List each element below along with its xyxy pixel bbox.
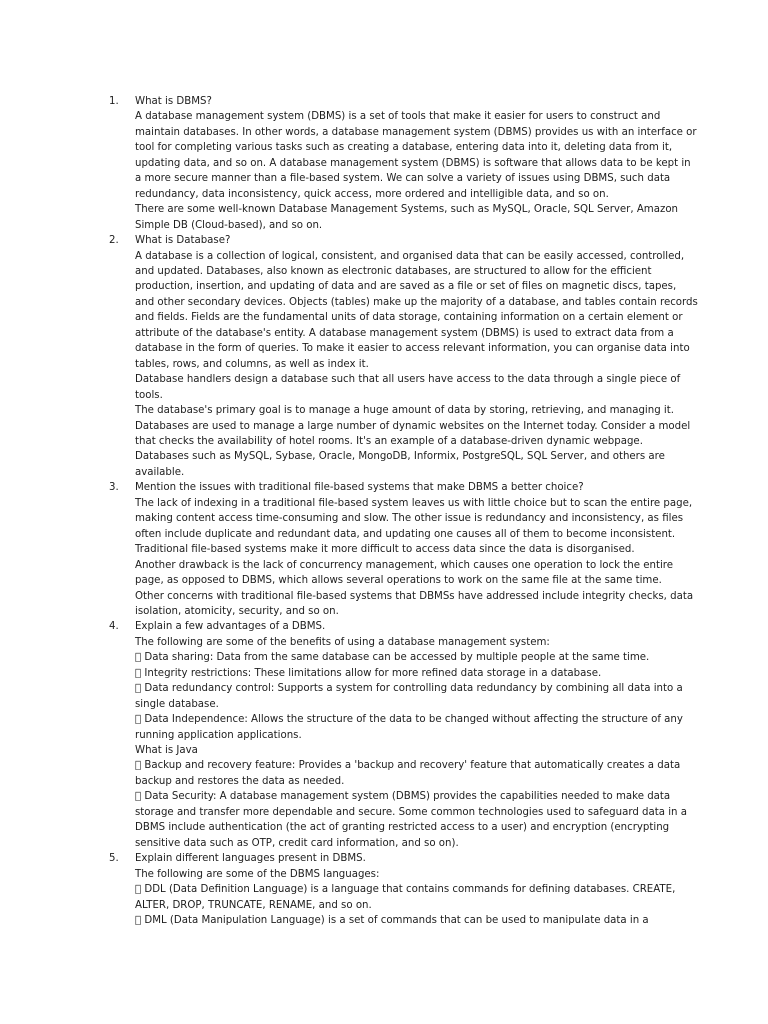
- text-line: Data sharing: Data from the same database can be accessed by multiple people at the same time.: [135, 652, 640, 664]
- text-line: available.: [135, 466, 185, 478]
- text-line: There are some well-known Database Management Systems, such as MySQL, Oracle, SQL Server, Amazon: [135, 204, 679, 216]
- text-line: The database's primary goal is to manage a huge amount of data by storing, retrieving, and managing it.: [135, 405, 674, 417]
- text-line: updating data, and so on. A database management system (DBMS) is software that allows data to be kept in: [135, 157, 691, 169]
- question-heading: What is Database?: [135, 235, 231, 247]
- text-line: Data redundancy control: Supports a system for controlling data redundancy by combining all data into a: [135, 683, 674, 695]
- list-item: [109, 851, 689, 928]
- text-line: that checks the availability of hotel rooms. It's an example of a database-driven dynamic webpage.: [135, 435, 643, 447]
- text-line: and other secondary devices. Objects (tables) make up the majority of a database, and tables contain records: [135, 296, 698, 308]
- list-item: [109, 619, 689, 851]
- question-heading: Explain a few advantages of a DBMS.: [135, 621, 326, 633]
- text-line: tools.: [135, 389, 163, 401]
- text-line: The lack of indexing in a traditional file-based system leaves us with little choice but to scan the entire page,: [135, 497, 693, 509]
- text-line: Data Independence: Allows the structure of the data to be changed without affecting the structure of any: [135, 714, 674, 726]
- list-item: [109, 480, 694, 619]
- text-line: attribute of the database's entity. A database management system (DBMS) is used to extract data from a: [135, 327, 674, 339]
- text-line: making content access time-consuming and slow. The other issue is redundancy and inconsistency, as files: [135, 513, 684, 525]
- text-line: DBMS include authentication (the act of granting restricted access to a user) and encryption (encrypting: [135, 822, 670, 834]
- text-line: production, insertion, and updating of data and are saved as a file or set of files on magnetic discs, tapes,: [135, 281, 677, 293]
- question-list: [109, 94, 698, 928]
- text-line: isolation, atomicity, security, and so on.: [135, 605, 339, 617]
- text-line: tables, rows, and columns, as well as index it.: [135, 358, 369, 370]
- text-line: Other concerns with traditional file-based systems that DBMSs have addressed include integrity checks, data: [135, 590, 694, 602]
- text-line: sensitive data such as OTP, credit card information, and so on).: [135, 837, 459, 849]
- item-number: 5.: [109, 853, 119, 865]
- question-heading: What is DBMS?: [135, 96, 212, 107]
- text-line: database in the form of queries. To make it easier to access relevant information, you can organise data into: [135, 343, 690, 355]
- text-line: Database handlers design a database such that all users have access to the data through a single piece of: [135, 374, 681, 386]
- text-line: single database.: [135, 698, 219, 710]
- text-line: Data Security: A database management system (DBMS) provides the capabilities needed to make data: [135, 791, 661, 803]
- text-line: A database is a collection of logical, consistent, and organised data that can be easily accessed, controlled,: [135, 250, 685, 262]
- text-line: Databases are used to manage a large number of dynamic websites on the Internet today. Consider a model: [135, 420, 691, 432]
- text-line: DML (Data Manipulation Language) is a set of commands that can be used to manipulate data in a: [135, 915, 640, 927]
- text-line: The following are some of the benefits of using a database management system:: [135, 636, 550, 648]
- text-line: running application applications.: [135, 729, 302, 741]
- text-line: storage and transfer more dependable and secure. Some common technologies used to safeguard data in a: [135, 806, 687, 818]
- text-line: maintain databases. In other words, a database management system (DBMS) provides us with an interface or: [135, 126, 697, 138]
- text-line: Traditional file-based systems make it more difficult to access data since the data is disorganised.: [135, 544, 635, 556]
- list-item: [109, 233, 698, 480]
- text-line: ALTER, DROP, TRUNCATE, RENAME, and so on.: [135, 899, 372, 911]
- text-line: tool for completing various tasks such as creating a database, entering data into it, deleting data from it,: [135, 142, 673, 154]
- text-line: often include duplicate and redundant data, and updating one causes all of them to become inconsistent.: [135, 528, 676, 540]
- question-heading: Explain different languages present in DBMS.: [135, 853, 366, 865]
- text-line: a more secure manner than a file-based system. We can solve a variety of issues using DBMS, such data: [135, 173, 671, 185]
- item-number: 1.: [109, 96, 119, 107]
- question-heading: Mention the issues with traditional file-based systems that make DBMS a better choice?: [135, 482, 584, 494]
- text-line: A database management system (DBMS) is a set of tools that make it easier for users to construct and: [135, 111, 661, 123]
- text-line: What is Java: [135, 745, 198, 757]
- item-number: 4.: [109, 621, 119, 633]
- text-line: The following are some of the DBMS languages:: [135, 868, 380, 880]
- text-line: Integrity restrictions: These limitations allow for more refined data storage in a database.: [135, 667, 592, 679]
- text-line: DDL (Data Definition Language) is a language that contains commands for defining databases. CREATE,: [135, 884, 666, 896]
- text-line: and updated. Databases, also known as electronic databases, are structured to allow for the efficient: [135, 265, 652, 277]
- text-line: backup and restores the data as needed.: [135, 775, 345, 787]
- list-item: [109, 94, 697, 233]
- text-line: and fields. Fields are the fundamental units of data storage, containing information on a certain element or: [135, 312, 683, 324]
- text-line: redundancy, data inconsistency, quick access, more ordered and intelligible data, and so on.: [135, 188, 609, 200]
- item-number: 3.: [109, 482, 119, 494]
- item-number: 2.: [109, 235, 119, 247]
- text-line: page, as opposed to DBMS, which allows several operations to work on the same file at the same time.: [135, 575, 662, 587]
- text-line: Backup and recovery feature: Provides a 'backup and recovery' feature that automatically creates a data: [135, 760, 671, 772]
- text-line: Simple DB (Cloud-based), and so on.: [135, 219, 323, 231]
- text-line: Another drawback is the lack of concurrency management, which causes one operation to lock the entire: [135, 559, 674, 571]
- text-line: Databases such as MySQL, Sybase, Oracle, MongoDB, Informix, PostgreSQL, SQL Server, and others are: [135, 451, 665, 463]
